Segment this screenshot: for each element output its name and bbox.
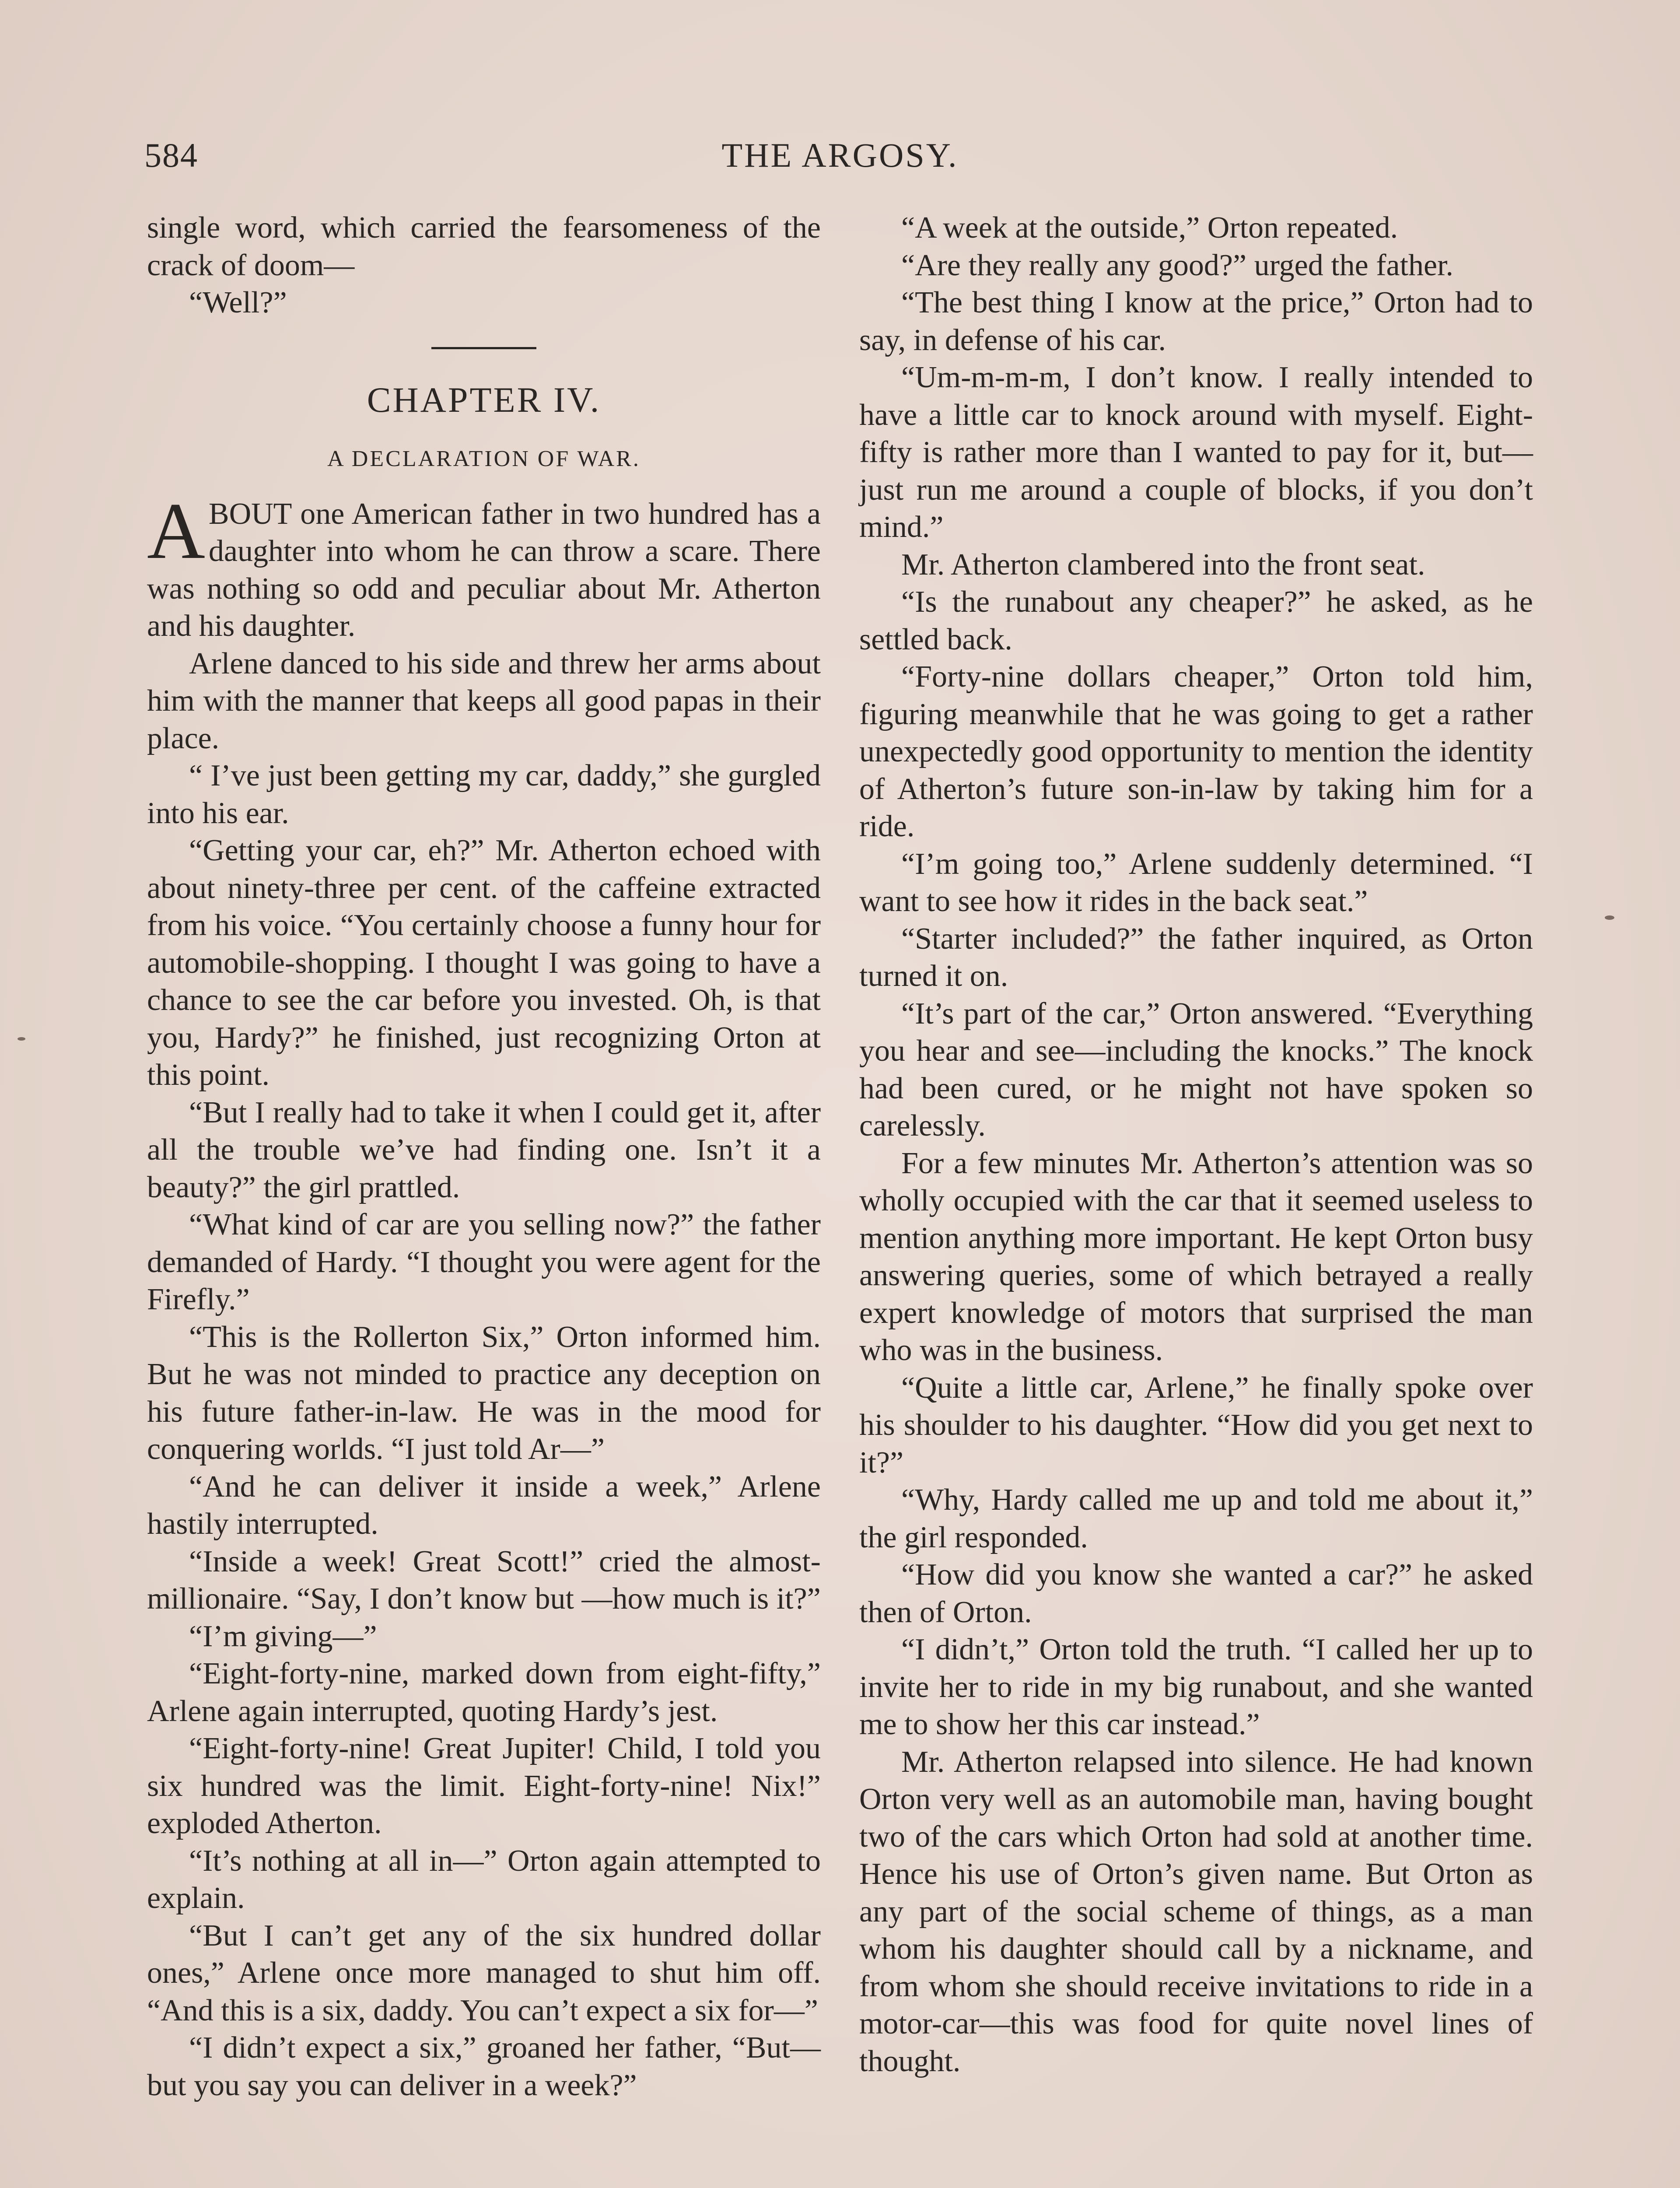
body-paragraph: Arlene danced to his side and threw her arms about him with the manner that keeps all good papas in their place. [147, 646, 821, 755]
body-paragraph: “Inside a week! Great Scott!” cried the almost-millionaire. “Say, I don’t know but —how much is it?” [147, 1544, 821, 1616]
chapter-subtitle: A DECLARATION OF WAR. [327, 446, 640, 471]
page-mark [1605, 915, 1614, 920]
running-title: THE ARGOSY. [721, 136, 959, 174]
body-paragraph: “But I can’t get any of the six hundred dollar ones,” Arlene once more managed to shut him off. “And this is a six, daddy. You can’t expect a six for—” [147, 1918, 821, 2027]
opening-paragraph [147, 486, 821, 645]
body-paragraph: For a few minutes Mr. Atherton’s attention was so wholly occupied with the car that it seemed useless to mention anything more important. He kept Orton busy answering queries, some of which betrayed a really expert knowledge of motors that surprised the man who was in the business. [859, 1146, 1533, 1367]
left-column [147, 209, 821, 2104]
body-paragraph: “It’s part of the car,” Orton answered. “Everything you hear and see—including the knocks.” The knock had been cured, or he might not have spoken so carelessly. [859, 996, 1533, 1143]
body-paragraph: “Starter included?” the father inquired, as Orton turned it on. [859, 922, 1533, 993]
body-paragraph: “I’m going too,” Arlene suddenly determined. “I want to see how it rides in the back seat.” [859, 847, 1533, 918]
body-paragraph: “Eight-forty-nine! Great Jupiter! Child, I told you six hundred was the limit. Eight-forty-nine! Nix!” exploded Atherton. [147, 1732, 821, 1840]
body-paragraph: “A week at the outside,” Orton repeated. [901, 211, 1398, 245]
body-paragraph: “Are they really any good?” urged the father. [901, 248, 1454, 282]
body-paragraph: “Why, Hardy called me up and told me about it,” the girl responded. [859, 1483, 1533, 1554]
intro-paragraph: single word, which carried the fearsomeness of the crack of doom— [147, 211, 821, 282]
body-paragraph: “I didn’t,” Orton told the truth. “I called her up to invite her to ride in my big runabout, and she wanted me to show her this car instead.” [859, 1633, 1533, 1741]
body-paragraph: “And he can deliver it inside a week,” Arlene hastily interrupted. [147, 1469, 821, 1541]
right-paragraphs [859, 209, 1533, 2080]
body-paragraph: “How did you know she wanted a car?” he asked then of Orton. [859, 1558, 1533, 1629]
body-paragraph: “ I’ve just been getting my car, daddy,” she gurgled into his ear. [147, 759, 821, 830]
body-paragraph: “What kind of car are you selling now?” the father demanded of Hardy. “I thought you were agent for the Firefly.” [147, 1208, 821, 1316]
left-paragraphs [147, 645, 821, 2104]
body-paragraph: “Is the runabout any cheaper?” he asked, as he settled back. [859, 585, 1533, 656]
body-paragraph: “Quite a little car, Arlene,” he finally spoke over his shoulder to his daughter. “How did you get next to it?” [859, 1371, 1533, 1480]
intro-paragraph: “Well?” [189, 286, 287, 319]
body-paragraph: “It’s nothing at all in—” Orton again attempted to explain. [147, 1844, 821, 1915]
chapter-title: CHAPTER IV. [367, 379, 601, 420]
body-paragraph: Mr. Atherton clambered into the front seat. [901, 547, 1425, 582]
page-mark [18, 1037, 25, 1041]
body-paragraph: “This is the Rollerton Six,” Orton informed him. But he was not minded to practice any deception on his future father-in-law. He was in the mood for conquering worlds. “I just told Ar—” [147, 1320, 821, 1466]
opening-paragraph-text: BOUT one American father in two hundred has a daughter into whom he can throw a scare. There was nothing so odd and peculiar about Mr. Atherton and his daughter. [147, 497, 821, 643]
section-divider [431, 347, 536, 349]
body-paragraph: “I didn’t expect a six,” groaned her father, “But—but you say you can deliver in a week?” [147, 2031, 821, 2102]
body-paragraph: “Forty-nine dollars cheaper,” Orton told him, figuring meanwhile that he was going to get a rather unexpectedly good opportunity to mention the identity of Atherton’s future son-in-law by taking him for a ride. [859, 660, 1533, 843]
page-header [144, 131, 1536, 179]
right-column [859, 209, 1533, 2080]
body-paragraph: Mr. Atherton relapsed into silence. He had known Orton very well as an automobile man, having bought two of the cars which Orton had sold at another time. Hence his use of Orton’s given name. But Orton as any part of the social scheme of things, as a man whom his daughter should call by a nickname, and from whom she should receive invitations to ride in a motor-car—this was food for quite novel lines of thought. [859, 1745, 1533, 2078]
drop-cap: A [147, 486, 205, 575]
body-paragraph: “Um-m-m-m, I don’t know. I really intended to have a little car to knock around with myself. Eight-fifty is rather more than I wanted to pay for it, but—just run me around a couple of blocks, if you don’t mind.” [859, 361, 1533, 544]
body-paragraph: “I’m giving—” [189, 1619, 377, 1653]
body-paragraph: “The best thing I know at the price,” Orton had to say, in defense of his car. [859, 286, 1533, 357]
body-paragraph: “Eight-forty-nine, marked down from eight-fifty,” Arlene again interrupted, quoting Hardy’s jest. [147, 1657, 821, 1728]
body-paragraph: “But I really had to take it when I could get it, after all the trouble we’ve had finding one. Isn’t it a beauty?” the girl prattled. [147, 1095, 821, 1204]
body-paragraph: “Getting your car, eh?” Mr. Atherton echoed with about ninety-three per cent. of the caffeine extracted from his voice. “You certainly choose a funny hour for automobile-shopping. I thought I was going to have a chance to see the car before you invested. Oh, is that you, Hardy?” he finished, just recognizing Orton at this point. [147, 834, 821, 1092]
page-number: 584 [144, 136, 198, 174]
